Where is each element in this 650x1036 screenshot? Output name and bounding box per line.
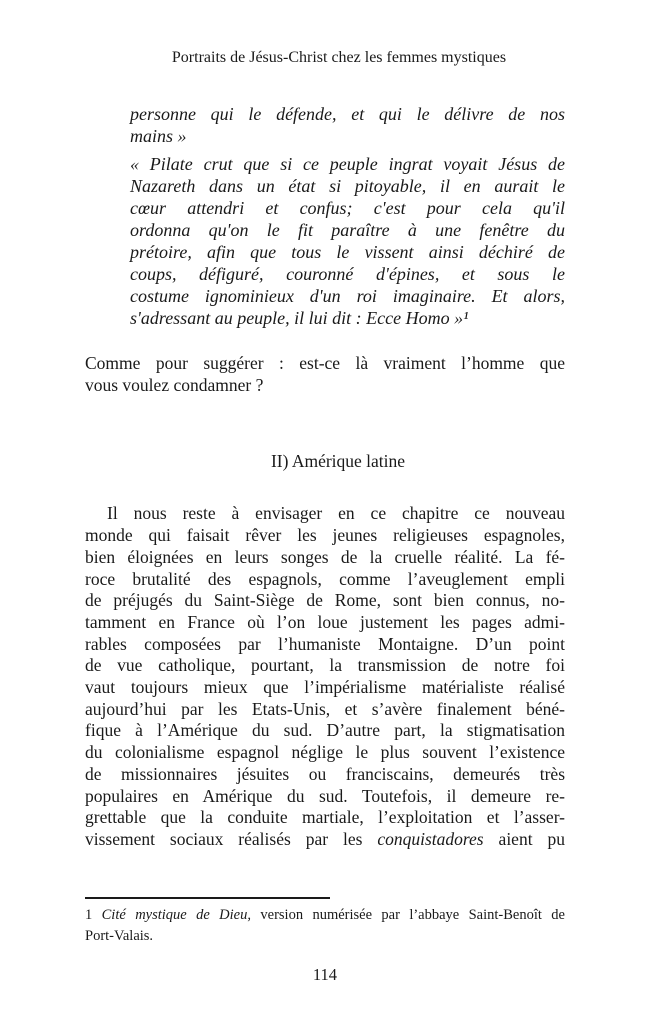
text-line: fique à l’Amérique du sud. D’autre part, la stigmatisation [85,720,565,741]
text-line: vous voulez condamner ? [85,374,264,395]
block-quote [130,103,565,329]
text-line: costume ignominieux d'un roi imaginaire. Et alors, [130,286,565,306]
text-line: coups, défiguré, couronné d'épines, et sous le [130,264,565,284]
text-line: monde qui faisait rêver les jeunes religieuses espagnoles, [85,525,565,546]
text-line: « Pilate crut que si ce peuple ingrat voyait Jésus de [130,154,565,174]
page-number: 114 [312,964,338,984]
footnote-1 [85,905,565,947]
text-line: vaut toujours mieux que l’impérialisme matérialiste réalisé [85,677,565,698]
text-line: de préjugés du Saint-Siège de Rome, sont bien connus, no- [85,590,565,611]
text-line: de vue catholique, pourtant, la transmission de notre foi [85,655,565,676]
running-header: Portraits de Jésus-Christ chez les femmes mystiques [171,49,507,66]
text-line: Port-Valais. [85,927,154,944]
text-line: vissement sociaux réalisés par les conquistadores aient pu [85,828,565,849]
footnote-separator [85,897,330,899]
text-line: prétoire, afin que tous le vissent ainsi déchiré de [130,242,565,262]
text-line: rables composées par l’humaniste Montaigne. D’un point [85,633,565,654]
text-line: roce brutalité des espagnols, comme l’aveuglement empli [85,568,565,589]
text-line: de missionnaires jésuites ou franciscains, demeurés très [85,763,565,784]
body-paragraph-comment [85,353,565,396]
text-line: personne qui le défende, et qui le délivre de nos [130,104,565,124]
text-line: aujourd’hui par les Etats-Unis, et s’avère finalement béné- [85,698,565,719]
text-line: Comme pour suggérer : est-ce là vraiment l’homme que [85,353,565,373]
text-line: Nazareth dans un état si pitoyable, il en aurait le [130,176,565,196]
quote-paragraph-1 [130,103,565,147]
text-line: tamment en France où l’on loue justement les pages admi- [85,611,565,632]
text-line: s'adressant au peuple, il lui dit : Ecce Homo »¹ [130,308,469,328]
text-line: populaires en Amérique du sud. Toutefois, il demeure re- [85,785,565,806]
text-line: cœur attendri et confus; c'est pour cela qu'il [130,198,565,218]
text-line: bien éloignées en leurs songes de la cruelle réalité. La fé- [85,546,565,567]
text-line: 1 Cité mystique de Dieu, version numérisée par l’abbaye Saint-Benoît de [85,906,565,923]
text-line: du colonialisme espagnol néglige le plus souvent l’existence [85,742,565,763]
text-line: grettable que la conduite martiale, l’exploitation et l’asser- [85,807,565,828]
section-heading: II) Amérique latine [270,451,406,472]
text-line: ordonna qu'on le fit paraître à une fenêtre du [130,220,565,240]
quote-paragraph-2 [130,153,565,329]
text-line: Il nous reste à envisager en ce chapitre ce nouveau [107,503,565,524]
body-paragraph-main [85,503,565,850]
text-line: mains » [130,126,187,146]
